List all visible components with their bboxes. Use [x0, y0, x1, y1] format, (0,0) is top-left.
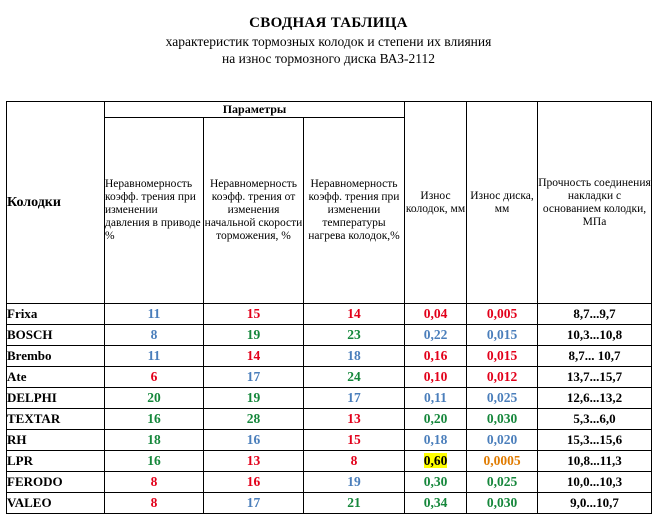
- table-row: [7, 493, 652, 514]
- cell-speed: 19: [204, 325, 304, 346]
- cell-speed: 17: [204, 367, 304, 388]
- summary-table: [6, 101, 652, 514]
- cell-wear-pads: 0,20: [405, 409, 467, 430]
- document-subtitle-line2: на износ тормозного диска ВАЗ-2112: [222, 51, 435, 66]
- cell-pressure: 18: [105, 430, 204, 451]
- cell-strength: 8,7...9,7: [538, 304, 652, 325]
- cell-wear-disc: 0,030: [467, 493, 538, 514]
- header-params: Параметры: [105, 102, 405, 118]
- cell-wear-pads: [405, 451, 467, 472]
- cell-speed: 15: [204, 304, 304, 325]
- cell-pressure: 6: [105, 367, 204, 388]
- table-row: [7, 367, 652, 388]
- pad-name: Frixa: [7, 304, 105, 325]
- header-param-speed: Неравномерность коэфф. трения от изменения начальной скорости торможения, %: [204, 118, 304, 304]
- cell-strength: 12,6...13,2: [538, 388, 652, 409]
- cell-strength: 10,0...10,3: [538, 472, 652, 493]
- cell-wear-pads: 0,30: [405, 472, 467, 493]
- cell-temperature: 24: [304, 367, 405, 388]
- cell-wear-pads: 0,34: [405, 493, 467, 514]
- cell-strength: 15,3...15,6: [538, 430, 652, 451]
- cell-wear-disc: 0,0005: [467, 451, 538, 472]
- cell-speed: 14: [204, 346, 304, 367]
- cell-pressure: 8: [105, 472, 204, 493]
- cell-wear-pads: 0,11: [405, 388, 467, 409]
- pad-name: VALEO: [7, 493, 105, 514]
- cell-pressure: 11: [105, 346, 204, 367]
- cell-wear-pads: 0,16: [405, 346, 467, 367]
- pad-name: Ate: [7, 367, 105, 388]
- pad-name: FERODO: [7, 472, 105, 493]
- document-title: СВОДНАЯ ТАБЛИЦА: [249, 15, 408, 31]
- cell-wear-disc: 0,005: [467, 304, 538, 325]
- cell-wear-disc: 0,020: [467, 430, 538, 451]
- cell-strength: 13,7...15,7: [538, 367, 652, 388]
- table-row: [7, 304, 652, 325]
- header-param-pressure: Неравномерность коэфф. трения при изменении давления в приводе %: [105, 118, 204, 304]
- cell-wear-pads: 0,22: [405, 325, 467, 346]
- cell-wear-pads: 0,18: [405, 430, 467, 451]
- pad-name: BOSCH: [7, 325, 105, 346]
- cell-strength: 5,3...6,0: [538, 409, 652, 430]
- header-pads: Колодки: [7, 102, 105, 304]
- table-row: [7, 346, 652, 367]
- cell-temperature: 23: [304, 325, 405, 346]
- cell-speed: 28: [204, 409, 304, 430]
- cell-temperature: 14: [304, 304, 405, 325]
- header-wear-pads: Износ колодок, мм: [405, 102, 467, 304]
- cell-temperature: 19: [304, 472, 405, 493]
- cell-temperature: 17: [304, 388, 405, 409]
- table-row: [7, 388, 652, 409]
- pad-name: Brembo: [7, 346, 105, 367]
- cell-strength: 10,3...10,8: [538, 325, 652, 346]
- pad-name: LPR: [7, 451, 105, 472]
- header-strength: Прочность соединения накладки с основанием колодки, МПа: [538, 102, 652, 304]
- table-row: [7, 430, 652, 451]
- header-param-temperature: Неравномерность коэфф. трения при изменении температуры нагрева колодок,%: [304, 118, 405, 304]
- cell-pressure: 8: [105, 325, 204, 346]
- document-subtitle-line1: характеристик тормозных колодок и степени их влияния: [165, 34, 492, 49]
- cell-wear-disc: 0,015: [467, 325, 538, 346]
- pad-name: DELPHI: [7, 388, 105, 409]
- cell-speed: 19: [204, 388, 304, 409]
- pad-name: TEXTAR: [7, 409, 105, 430]
- cell-wear-disc: 0,015: [467, 346, 538, 367]
- cell-temperature: 18: [304, 346, 405, 367]
- cell-strength: 8,7... 10,7: [538, 346, 652, 367]
- table-row: [7, 325, 652, 346]
- table-row: [7, 472, 652, 493]
- cell-pressure: 16: [105, 409, 204, 430]
- cell-wear-disc: 0,025: [467, 388, 538, 409]
- title-block: [0, 14, 657, 67]
- cell-pressure: 20: [105, 388, 204, 409]
- cell-speed: 16: [204, 472, 304, 493]
- cell-temperature: 8: [304, 451, 405, 472]
- cell-pressure: 11: [105, 304, 204, 325]
- pad-name: RH: [7, 430, 105, 451]
- cell-wear-disc: 0,012: [467, 367, 538, 388]
- cell-wear-disc: 0,030: [467, 409, 538, 430]
- header-wear-disc: Износ диска, мм: [467, 102, 538, 304]
- cell-wear-disc: 0,025: [467, 472, 538, 493]
- cell-pressure: 16: [105, 451, 204, 472]
- cell-speed: 16: [204, 430, 304, 451]
- table-row: [7, 409, 652, 430]
- cell-pressure: 8: [105, 493, 204, 514]
- cell-temperature: 21: [304, 493, 405, 514]
- table-row: [7, 451, 652, 472]
- cell-temperature: 13: [304, 409, 405, 430]
- cell-wear-pads: 0,10: [405, 367, 467, 388]
- highlighted-value: 0,60: [423, 453, 448, 468]
- cell-speed: 17: [204, 493, 304, 514]
- cell-temperature: 15: [304, 430, 405, 451]
- cell-speed: 13: [204, 451, 304, 472]
- cell-strength: 9,0...10,7: [538, 493, 652, 514]
- cell-wear-pads: 0,04: [405, 304, 467, 325]
- cell-strength: 10,8...11,3: [538, 451, 652, 472]
